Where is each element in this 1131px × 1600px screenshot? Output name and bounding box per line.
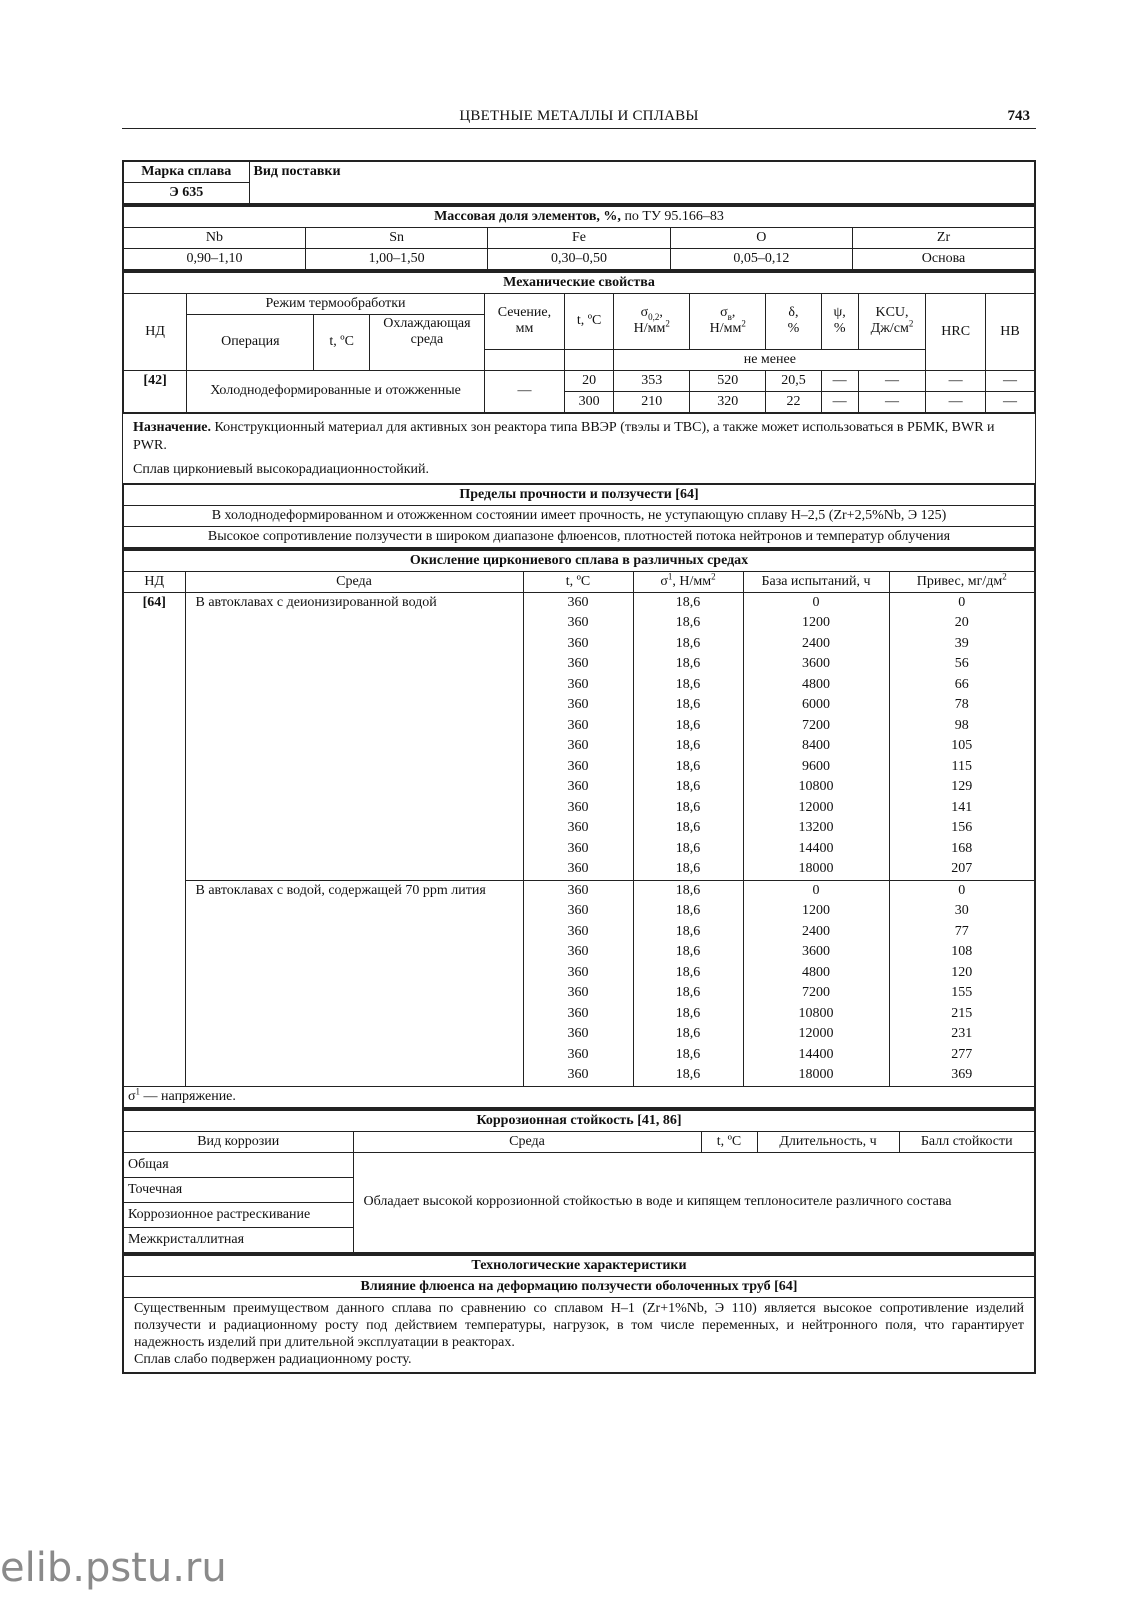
ox-temp: 360 bbox=[523, 634, 633, 655]
ox-gain: 231 bbox=[889, 1024, 1035, 1045]
corr-duration-header: Длительность, ч bbox=[757, 1131, 899, 1152]
element-fe: Fe bbox=[488, 228, 670, 249]
mech-row-psi: — bbox=[821, 370, 858, 391]
ox-temp: 360 bbox=[523, 1004, 633, 1025]
ox-stress: 18,6 bbox=[633, 963, 743, 984]
mech-row-s02: 353 bbox=[614, 370, 690, 391]
ox-stress: 18,6 bbox=[633, 1065, 743, 1086]
ox-gain: 98 bbox=[889, 716, 1035, 737]
ox-base: 0 bbox=[743, 880, 889, 901]
ox-temp: 360 bbox=[523, 798, 633, 819]
ox-temp: 360 bbox=[523, 613, 633, 634]
ox-stress: 18,6 bbox=[633, 880, 743, 901]
ox-stress: 18,6 bbox=[633, 859, 743, 880]
hrc-header: HRC bbox=[926, 294, 986, 371]
ox-base: 6000 bbox=[743, 695, 889, 716]
ox-gain: 277 bbox=[889, 1045, 1035, 1066]
running-title: ЦВЕТНЫЕ МЕТАЛЛЫ И СПЛАВЫ bbox=[459, 108, 699, 124]
ox-gain: 156 bbox=[889, 818, 1035, 839]
ox-gain: 120 bbox=[889, 963, 1035, 984]
corrosion-title: Коррозионная стойкость [41, 86] bbox=[123, 1110, 1035, 1132]
corr-score-header: Балл стойкости bbox=[899, 1131, 1035, 1152]
ox-stress: 18,6 bbox=[633, 675, 743, 696]
corr-medium-header: Среда bbox=[353, 1131, 701, 1152]
ox-base: 8400 bbox=[743, 736, 889, 757]
strength-line-2: Высокое сопротивление ползучести в широком диапазоне флюенсов, плотностей потока нейтронов и температур облучения bbox=[123, 526, 1035, 548]
sigmab-header: $\sigma_в$, $Н/мм^2$ bbox=[690, 294, 766, 350]
ox-gain: 78 bbox=[889, 695, 1035, 716]
ox-gain: 0 bbox=[889, 592, 1035, 613]
ox-temp: 360 bbox=[523, 736, 633, 757]
sigma02-header: $\sigma_{0,2}$, $Н/мм^2$ bbox=[614, 294, 690, 350]
ox-stress: 18,6 bbox=[633, 983, 743, 1004]
ox-gain: 369 bbox=[889, 1065, 1035, 1086]
mech-row-hb: — bbox=[985, 391, 1035, 413]
watermark: elib.pstu.ru bbox=[0, 1545, 227, 1591]
corrosion-type: Общая bbox=[123, 1152, 353, 1177]
grade-label: Марка сплава bbox=[123, 161, 249, 183]
ox-stress: 18,6 bbox=[633, 839, 743, 860]
corrosion-type: Точечная bbox=[123, 1177, 353, 1202]
ox-base: 14400 bbox=[743, 1045, 889, 1066]
ox-temp: 360 bbox=[523, 859, 633, 880]
heat-mode-header: Режим термообработки bbox=[187, 294, 485, 315]
ox-temp-header: t, ºC bbox=[523, 571, 633, 592]
mech-title: Механические свойства bbox=[123, 272, 1035, 294]
ox-temp: 360 bbox=[523, 818, 633, 839]
ox-stress: 18,6 bbox=[633, 1004, 743, 1025]
ox-base: 1200 bbox=[743, 613, 889, 634]
ox-gain: 77 bbox=[889, 922, 1035, 943]
not-less-label: не менее bbox=[614, 349, 926, 370]
supply-label: Вид поставки bbox=[249, 161, 1035, 204]
ox-stress: 18,6 bbox=[633, 901, 743, 922]
ox-temp: 360 bbox=[523, 839, 633, 860]
oxidation-footnote: $\sigma^1$ — напряжение. bbox=[123, 1086, 1035, 1108]
ox-base: 10800 bbox=[743, 1004, 889, 1025]
ox-gain: 215 bbox=[889, 1004, 1035, 1025]
ox-base: 18000 bbox=[743, 859, 889, 880]
element-sn: Sn bbox=[305, 228, 487, 249]
section-header: Сечение, мм bbox=[484, 294, 564, 350]
ox-stress: 18,6 bbox=[633, 736, 743, 757]
value-fe: 0,30–0,50 bbox=[488, 249, 670, 271]
hb-header: HB bbox=[985, 294, 1035, 371]
ox-base: 18000 bbox=[743, 1065, 889, 1086]
kcu-header: KCU, $Дж/см^2$ bbox=[858, 294, 926, 350]
mech-row-t: 20 bbox=[564, 370, 613, 391]
psi-header: ψ, % bbox=[821, 294, 858, 350]
corrosion-type: Межкристаллитная bbox=[123, 1227, 353, 1253]
ox-gain: 115 bbox=[889, 757, 1035, 778]
page-header bbox=[122, 106, 1036, 129]
ox-temp: 360 bbox=[523, 592, 633, 613]
ox-stress: 18,6 bbox=[633, 634, 743, 655]
ox-gain: 155 bbox=[889, 983, 1035, 1004]
strength-table bbox=[122, 483, 1036, 549]
ox-temp: 360 bbox=[523, 757, 633, 778]
mech-row-kcu: — bbox=[858, 370, 926, 391]
ox-base: 7200 bbox=[743, 983, 889, 1004]
purpose-text: Назначение. Конструкционный материал для активных зон реактора типа ВВЭР (твэлы и ТВС), а также может использоваться в РБМК, BWR и PWR. bbox=[133, 419, 995, 453]
oxidation-ref: [64] bbox=[123, 592, 185, 1086]
ox-base: 12000 bbox=[743, 1024, 889, 1045]
ox-temp: 360 bbox=[523, 942, 633, 963]
operation-value: Холоднодеформированные и отожженные bbox=[187, 370, 485, 413]
mech-temp-header: t, ºC bbox=[564, 294, 613, 350]
ox-base: 9600 bbox=[743, 757, 889, 778]
ox-base: 0 bbox=[743, 592, 889, 613]
page-number: 743 bbox=[1007, 108, 1030, 124]
element-nb: Nb bbox=[123, 228, 305, 249]
ox-base: 2400 bbox=[743, 922, 889, 943]
heat-temp-header: t, ºC bbox=[314, 315, 369, 371]
ox-temp: 360 bbox=[523, 777, 633, 798]
ox-gain: 141 bbox=[889, 798, 1035, 819]
strength-line-1: В холоднодеформированном и отожженном состоянии имеет прочность, не уступающую сплаву Н–2,5 (Zr+2,5%Nb, Э 125) bbox=[123, 505, 1035, 526]
ox-gain: 0 bbox=[889, 880, 1035, 901]
ox-base: 14400 bbox=[743, 839, 889, 860]
ox-base: 3600 bbox=[743, 942, 889, 963]
ox-base: 10800 bbox=[743, 777, 889, 798]
composition-table bbox=[122, 205, 1036, 271]
ox-base: 13200 bbox=[743, 818, 889, 839]
corrosion-medium-text: Обладает высокой коррозионной стойкостью в воде и кипящем теплоносителе различного состава bbox=[353, 1152, 1035, 1253]
mech-nd-header: НД bbox=[123, 294, 187, 371]
value-zr: Основа bbox=[853, 249, 1035, 271]
ox-gain: 105 bbox=[889, 736, 1035, 757]
ox-temp: 360 bbox=[523, 880, 633, 901]
ox-gain: 66 bbox=[889, 675, 1035, 696]
ox-base-header: База испытаний, ч bbox=[743, 571, 889, 592]
mech-row-sb: 520 bbox=[690, 370, 766, 391]
ox-stress: 18,6 bbox=[633, 942, 743, 963]
oxidation-title: Окисление циркониевого сплава в различных средах bbox=[123, 550, 1035, 572]
ox-temp: 360 bbox=[523, 901, 633, 922]
ox-nd-header: НД bbox=[123, 571, 185, 592]
corr-type-header: Вид коррозии bbox=[123, 1131, 353, 1152]
mech-ref: [42] bbox=[123, 370, 187, 413]
ox-stress: 18,6 bbox=[633, 777, 743, 798]
ox-temp: 360 bbox=[523, 1024, 633, 1045]
tech-title: Технологические характеристики bbox=[123, 1255, 1035, 1277]
tech-note: Сплав слабо подвержен радиационному росту. bbox=[134, 1351, 412, 1367]
ox-stress: 18,6 bbox=[633, 695, 743, 716]
ox-gain: 56 bbox=[889, 654, 1035, 675]
ox-temp: 360 bbox=[523, 654, 633, 675]
grade-table bbox=[122, 160, 1036, 205]
ox-stress: 18,6 bbox=[633, 757, 743, 778]
purpose-note: Сплав циркониевый высокорадиационностойкий. bbox=[133, 461, 430, 477]
alloy-datasheet bbox=[122, 160, 1036, 1374]
section-value: — bbox=[484, 370, 564, 413]
ox-gain-header: Привес, $мг/дм^2$ bbox=[889, 571, 1035, 592]
tech-text-cell bbox=[123, 1297, 1035, 1373]
ox-base: 7200 bbox=[743, 716, 889, 737]
value-nb: 0,90–1,10 bbox=[123, 249, 305, 271]
tech-subtitle: Влияние флюенса на деформацию ползучести оболоченных труб [64] bbox=[123, 1276, 1035, 1297]
oxidation-medium: В автоклавах с водой, содержащей 70 ppm лития bbox=[185, 880, 523, 1086]
ox-stress: 18,6 bbox=[633, 1024, 743, 1045]
element-o: O bbox=[670, 228, 852, 249]
ox-temp: 360 bbox=[523, 922, 633, 943]
corrosion-type: Коррозионное растрескивание bbox=[123, 1202, 353, 1227]
ox-base: 1200 bbox=[743, 901, 889, 922]
element-zr: Zr bbox=[853, 228, 1035, 249]
ox-base: 12000 bbox=[743, 798, 889, 819]
tech-text: Существенным преимуществом данного сплава по сравнению со сплавом Н–1 (Zr+1%Nb, Э 110) является высокое сопротивление изделий ползучести и радиационному росту под действием температуры, нагрузок, в том числе переменных, и нейтронного поля, что гарантирует надежность изделий при длительной эксплуатации в реакторах. bbox=[134, 1300, 1024, 1350]
ox-stress-header: $\sigma^1$, $Н/мм^2$ bbox=[633, 571, 743, 592]
oxidation-row bbox=[123, 880, 1035, 901]
value-sn: 1,00–1,50 bbox=[305, 249, 487, 271]
ox-gain: 207 bbox=[889, 859, 1035, 880]
mech-row-t: 300 bbox=[564, 391, 613, 413]
mech-row-hb: — bbox=[985, 370, 1035, 391]
mech-row-psi: — bbox=[821, 391, 858, 413]
mech-row-delta: 20,5 bbox=[766, 370, 821, 391]
ox-temp: 360 bbox=[523, 963, 633, 984]
ox-gain: 108 bbox=[889, 942, 1035, 963]
ox-stress: 18,6 bbox=[633, 592, 743, 613]
ox-temp: 360 bbox=[523, 695, 633, 716]
ox-base: 2400 bbox=[743, 634, 889, 655]
corr-temp-header: t, ºC bbox=[701, 1131, 757, 1152]
ox-gain: 129 bbox=[889, 777, 1035, 798]
ox-base: 3600 bbox=[743, 654, 889, 675]
mechanical-table bbox=[122, 271, 1036, 414]
tech-table bbox=[122, 1254, 1036, 1374]
composition-title: Массовая доля элементов, %, по ТУ 95.166–83 bbox=[123, 206, 1035, 228]
corrosion-table bbox=[122, 1109, 1036, 1254]
ox-temp: 360 bbox=[523, 983, 633, 1004]
ox-gain: 168 bbox=[889, 839, 1035, 860]
ox-stress: 18,6 bbox=[633, 654, 743, 675]
value-o: 0,05–0,12 bbox=[670, 249, 852, 271]
ox-stress: 18,6 bbox=[633, 1045, 743, 1066]
ox-stress: 18,6 bbox=[633, 613, 743, 634]
mech-row-delta: 22 bbox=[766, 391, 821, 413]
mech-row-hrc: — bbox=[926, 370, 986, 391]
delta-header: δ, % bbox=[766, 294, 821, 350]
ox-stress: 18,6 bbox=[633, 798, 743, 819]
ox-gain: 20 bbox=[889, 613, 1035, 634]
oxidation-row bbox=[123, 592, 1035, 613]
cooling-header: Охлаждающая среда bbox=[369, 315, 484, 350]
ox-base: 4800 bbox=[743, 963, 889, 984]
mech-row-hrc: — bbox=[926, 391, 986, 413]
ox-stress: 18,6 bbox=[633, 716, 743, 737]
mech-row-kcu: — bbox=[858, 391, 926, 413]
operation-header: Операция bbox=[187, 315, 314, 371]
strength-title: Пределы прочности и ползучести [64] bbox=[123, 484, 1035, 506]
mech-row-s02: 210 bbox=[614, 391, 690, 413]
mech-row-sb: 320 bbox=[690, 391, 766, 413]
ox-stress: 18,6 bbox=[633, 922, 743, 943]
ox-temp: 360 bbox=[523, 1045, 633, 1066]
ox-gain: 30 bbox=[889, 901, 1035, 922]
ox-medium-header: Среда bbox=[185, 571, 523, 592]
oxidation-table bbox=[122, 549, 1036, 1109]
ox-temp: 360 bbox=[523, 716, 633, 737]
ox-gain: 39 bbox=[889, 634, 1035, 655]
ox-temp: 360 bbox=[523, 675, 633, 696]
ox-temp: 360 bbox=[523, 1065, 633, 1086]
ox-stress: 18,6 bbox=[633, 818, 743, 839]
oxidation-medium: В автоклавах с деионизированной водой bbox=[185, 592, 523, 880]
grade-value: Э 635 bbox=[123, 183, 249, 205]
purpose-block bbox=[122, 414, 1036, 483]
ox-base: 4800 bbox=[743, 675, 889, 696]
